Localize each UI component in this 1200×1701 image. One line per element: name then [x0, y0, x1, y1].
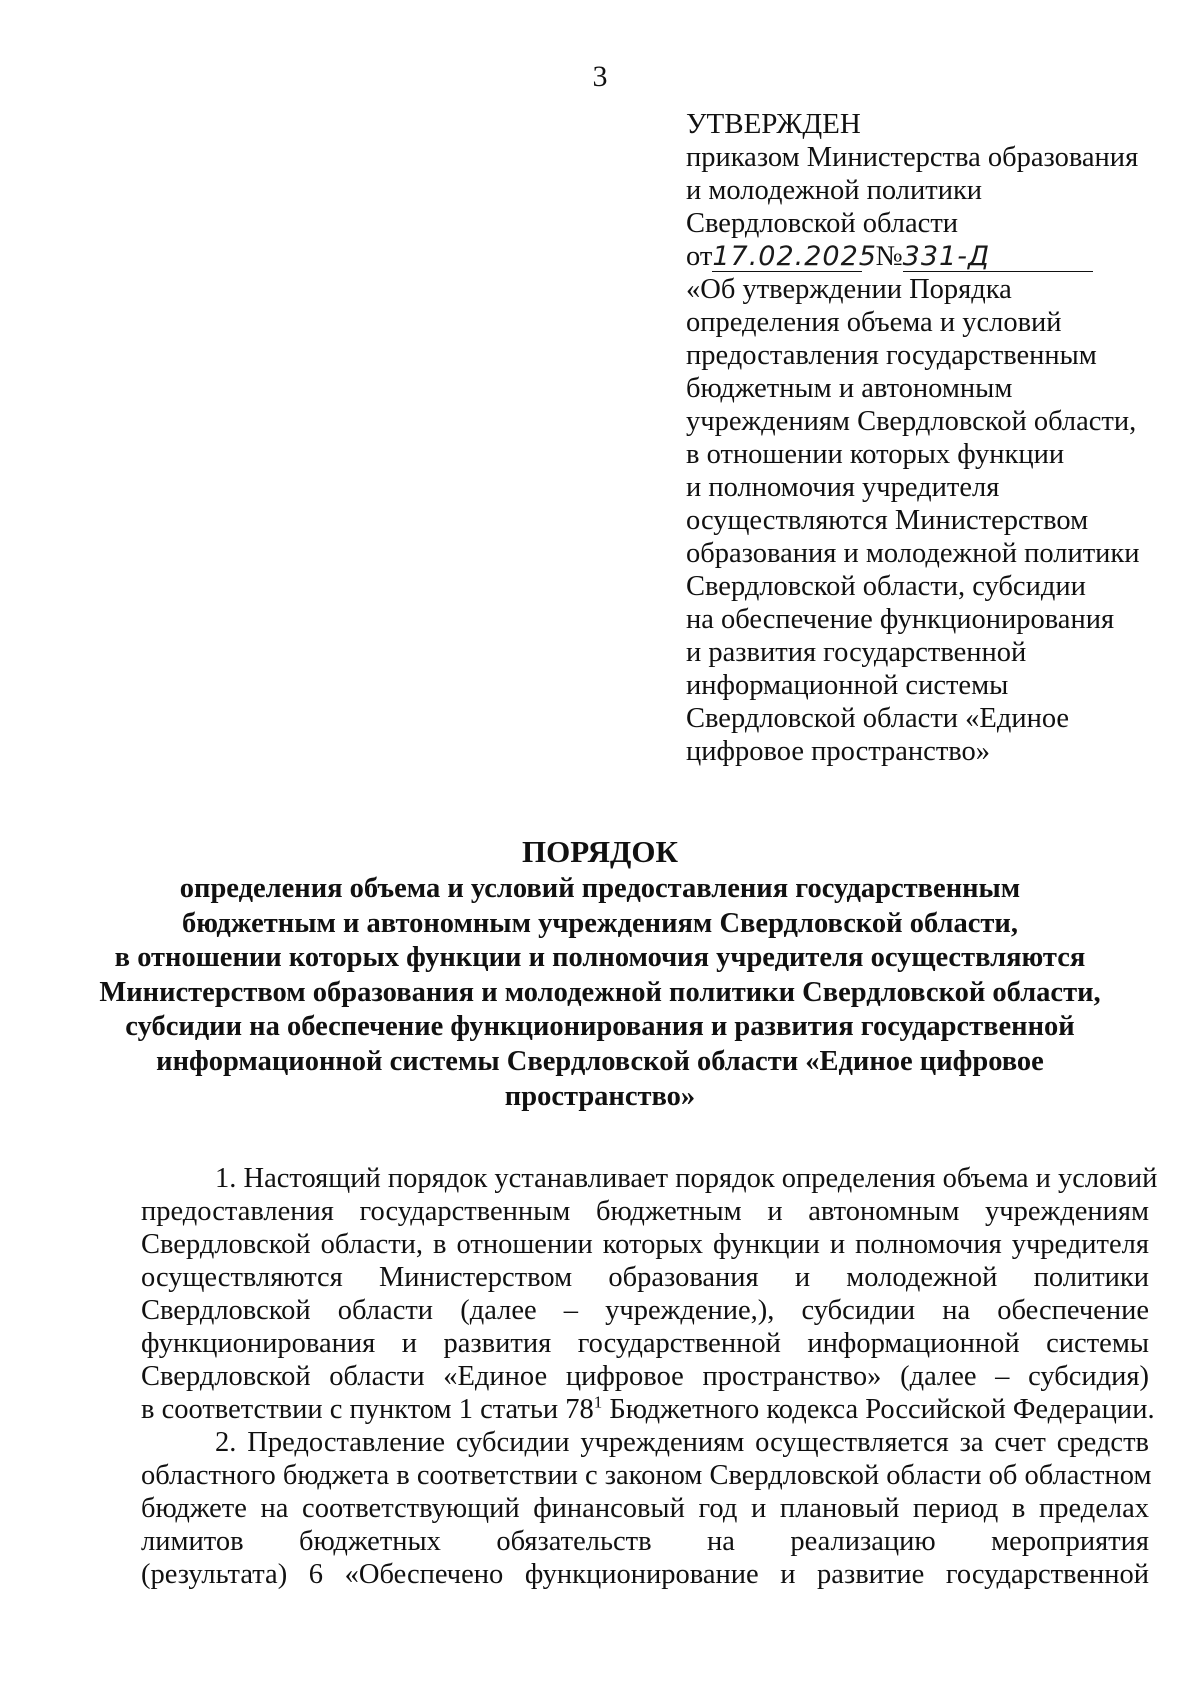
body-line: областного бюджета в соответствии с законом Свердловской области об областном: [141, 1460, 1152, 1491]
order-number-field: [903, 243, 1093, 272]
approval-subject-line: «Об утверждении Порядка: [686, 274, 1012, 305]
approval-subject-line: предоставления государственным: [686, 340, 1097, 371]
subtitle-line: Министерством образования и молодежной политики Свердловской области,: [99, 976, 1101, 1008]
approval-subject-line: осуществляются Министерством: [686, 505, 1089, 536]
paragraph-1: [141, 1162, 1158, 1426]
approval-subject-line: на обеспечение функционирования: [686, 604, 1115, 635]
approval-subject-line: и развития государственной: [686, 637, 1027, 668]
body-line: бюджете на соответствующий финансовый год и плановый период в пределах: [141, 1493, 1149, 1524]
approval-subject-line: учреждениям Свердловской области,: [686, 406, 1137, 437]
body-line: [141, 1392, 1155, 1426]
body-line: (результата) 6 «Обеспечено функционирование и развитие государственной: [141, 1559, 1149, 1590]
body-line-text: в соответствии с пунктом 1 статьи 78: [141, 1394, 594, 1425]
approval-subject-line: и полномочия учредителя: [686, 472, 1000, 503]
approval-subject-line: информационной системы: [686, 670, 1009, 701]
approval-line: приказом Министерства образования: [686, 142, 1139, 173]
order-date-field: [712, 241, 877, 272]
body-line: осуществляются Министерством образования и молодежной политики: [141, 1262, 1149, 1293]
handwritten-number: 331-Д: [902, 241, 991, 272]
body-line-text: Бюджетного кодекса Российской Федерации.: [602, 1394, 1155, 1425]
number-prefix: №: [875, 241, 903, 272]
subtitle-line: в отношении которых функции и полномочия учредителя осуществляются: [114, 942, 1086, 974]
subtitle-line: определения объема и условий предоставления государственным: [179, 873, 1021, 904]
approval-subject-line: Свердловской области «Единое: [686, 703, 1070, 734]
order-date-number: [686, 240, 1186, 273]
subtitle-line: пространство»: [504, 1080, 696, 1112]
body-line: Свердловской области «Единое цифровое пространство» (далее – субсидия): [141, 1361, 1149, 1392]
approval-line: и молодежной политики: [686, 175, 983, 206]
approval-subject-line: образования и молодежной политики: [686, 538, 1140, 569]
document-body: [141, 1162, 1158, 1591]
body-line: Свердловской области (далее – учреждение,), субсидии на обеспечение: [141, 1295, 1149, 1326]
body-line: лимитов бюджетных обязательств на реализацию мероприятия: [141, 1526, 1149, 1557]
subtitle-line: бюджетным и автономным учреждениям Свердловской области,: [182, 907, 1018, 939]
approval-line: Свердловской области: [686, 208, 959, 239]
approval-subject-line: бюджетным и автономным: [686, 373, 1013, 404]
page-number: 3: [592, 60, 608, 93]
paragraph-2: [141, 1426, 1152, 1591]
subtitle-line: субсидии на обеспечение функционирования и развития государственной: [125, 1011, 1075, 1043]
body-line: 1. Настоящий порядок устанавливает порядок определения объема и условий: [215, 1163, 1158, 1194]
body-line: функционирования и развития государственной информационной системы: [141, 1328, 1149, 1359]
approval-subject-line: определения объема и условий: [686, 307, 1062, 338]
approval-title: УТВЕРЖДЕН: [686, 108, 861, 140]
document-title: ПОРЯДОК: [522, 834, 678, 869]
approval-stamp: [686, 108, 1186, 768]
subtitle-line: информационной системы Свердловской области «Единое цифровое: [156, 1045, 1044, 1077]
document-subtitle: [0, 872, 1200, 1114]
superscript: 1: [593, 1392, 603, 1412]
date-prefix: от: [686, 241, 713, 272]
body-line: предоставления государственным бюджетным и автономным учреждениям: [141, 1196, 1149, 1227]
approval-subject-line: в отношении которых функции: [686, 439, 1065, 470]
handwritten-date: 17.02.2025: [712, 241, 877, 272]
body-line: Свердловской области, в отношении которых функции и полномочия учредителя: [141, 1229, 1149, 1260]
approval-subject-line: Свердловской области, субсидии: [686, 571, 1086, 602]
approval-subject-line: цифровое пространство»: [686, 736, 991, 767]
body-line: 2. Предоставление субсидии учреждениям осуществляется за счет средств: [215, 1427, 1149, 1458]
